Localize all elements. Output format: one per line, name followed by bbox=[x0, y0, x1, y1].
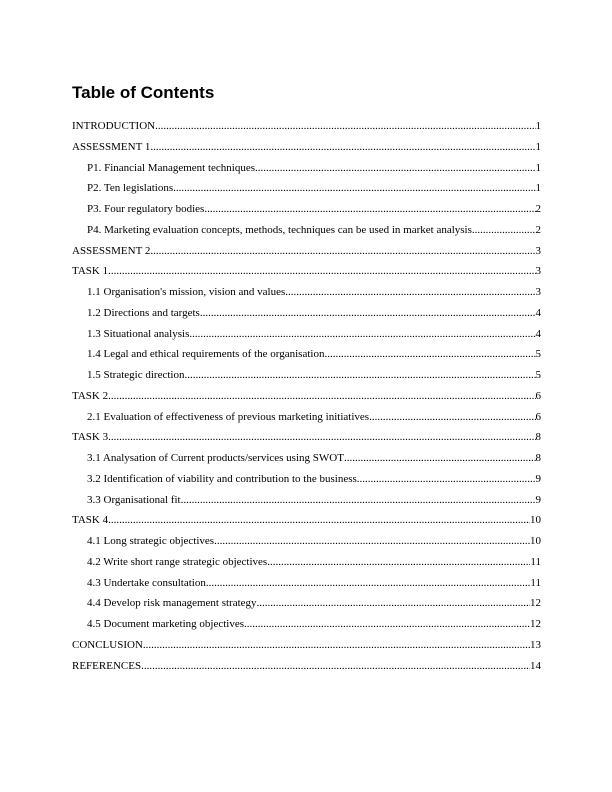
toc-dot-leader bbox=[257, 593, 530, 614]
toc-dot-leader bbox=[150, 137, 535, 158]
toc-page-number: 8 bbox=[535, 452, 541, 464]
toc-entry[interactable] bbox=[72, 137, 541, 158]
toc-entry-text: CONCLUSION bbox=[72, 638, 143, 651]
toc-dot-leader bbox=[108, 510, 530, 531]
toc-page-number: 2 bbox=[535, 223, 541, 236]
toc-entry-text: ASSESSMENT 2 bbox=[72, 244, 151, 257]
toc-dot-leader bbox=[204, 199, 535, 220]
toc-dot-leader bbox=[214, 531, 530, 552]
toc-dot-leader bbox=[108, 261, 535, 282]
toc-entry-text: 1.2 Directions and targets bbox=[87, 306, 200, 319]
toc-page-number: 1 bbox=[535, 120, 541, 132]
toc-entry-text: 1.3 Situational analysis bbox=[87, 327, 190, 340]
toc-dot-leader bbox=[472, 220, 536, 241]
toc-dot-leader bbox=[108, 386, 535, 407]
toc-entry[interactable] bbox=[72, 303, 541, 324]
toc-page-number: 1 bbox=[535, 161, 541, 174]
toc-entry[interactable] bbox=[72, 116, 541, 137]
toc-dot-leader bbox=[267, 552, 530, 573]
toc-entry[interactable] bbox=[72, 344, 541, 365]
toc-page-number: 3 bbox=[535, 265, 541, 278]
toc-dot-leader bbox=[200, 303, 536, 324]
toc-entry[interactable] bbox=[72, 220, 541, 241]
toc-entry-text: 4.2 Write short range strategic objectives bbox=[87, 555, 268, 568]
toc-entry-text: 4.4 Develop risk management strategy bbox=[87, 597, 257, 610]
toc-page-number: 9 bbox=[535, 493, 541, 506]
toc-dot-leader bbox=[184, 365, 535, 386]
toc-entry[interactable] bbox=[72, 573, 541, 594]
toc-entry-text: 1.5 Strategic direction bbox=[87, 369, 185, 381]
toc-dot-leader bbox=[244, 614, 530, 635]
toc-page-number: 1 bbox=[535, 140, 541, 153]
toc-page-number: 6 bbox=[535, 410, 541, 423]
toc-entry-text: 2.1 Evaluation of effectiveness of previous marketing initiatives bbox=[87, 410, 370, 423]
toc-entry[interactable] bbox=[72, 324, 541, 345]
toc-page-number: 4 bbox=[535, 306, 541, 319]
toc-entry[interactable] bbox=[72, 407, 541, 428]
toc-entry[interactable] bbox=[72, 386, 541, 407]
toc-entry[interactable] bbox=[72, 593, 541, 614]
toc-entry[interactable] bbox=[72, 448, 541, 469]
toc-entry[interactable] bbox=[72, 365, 541, 386]
toc-entry[interactable] bbox=[72, 510, 541, 531]
toc-entry[interactable] bbox=[72, 490, 541, 511]
toc-entry[interactable] bbox=[72, 178, 541, 199]
toc-entry-text: TASK 2 bbox=[72, 389, 109, 402]
toc-entry[interactable] bbox=[72, 282, 541, 303]
toc-entry[interactable] bbox=[72, 469, 541, 490]
toc-entry[interactable] bbox=[72, 199, 541, 220]
toc-dot-leader bbox=[206, 573, 531, 594]
toc-page-number: 12 bbox=[530, 618, 541, 630]
toc-page-number: 5 bbox=[535, 348, 541, 361]
toc-dot-leader bbox=[173, 178, 535, 199]
toc-entry[interactable] bbox=[72, 552, 541, 573]
toc-page-number: 10 bbox=[530, 535, 541, 547]
toc-page-number: 14 bbox=[530, 659, 541, 672]
toc-entry[interactable] bbox=[72, 158, 541, 179]
toc-page-number: 11 bbox=[530, 555, 541, 568]
toc-entry-text: INTRODUCTION bbox=[72, 120, 156, 132]
toc-page-number: 13 bbox=[530, 638, 541, 651]
toc-entry-text: REFERENCES bbox=[72, 659, 142, 672]
toc-entry[interactable] bbox=[72, 635, 541, 656]
toc-dot-leader bbox=[143, 635, 530, 656]
toc-dot-leader bbox=[181, 490, 536, 511]
toc-page-number: 11 bbox=[530, 576, 541, 589]
toc-entry-text: 4.1 Long strategic objectives bbox=[87, 535, 215, 547]
toc-entry-text: TASK 1 bbox=[72, 265, 109, 278]
toc-entry[interactable] bbox=[72, 614, 541, 635]
toc-dot-leader bbox=[155, 116, 535, 137]
toc-page-number: 3 bbox=[535, 244, 541, 257]
toc-entry[interactable] bbox=[72, 241, 541, 262]
toc-entry-text: 4.3 Undertake consultation bbox=[87, 576, 206, 589]
toc-entry-text: P3. Four regulatory bodies bbox=[87, 203, 205, 215]
toc-entry-text: TASK 3 bbox=[72, 431, 109, 444]
toc-dot-leader bbox=[344, 448, 536, 469]
toc-dot-leader bbox=[141, 656, 530, 677]
toc-entry-text: 1.1 Organisation's mission, vision and values bbox=[87, 286, 286, 298]
toc-page-number: 8 bbox=[535, 431, 541, 444]
toc-page-number: 9 bbox=[535, 472, 541, 485]
toc-dot-leader bbox=[189, 324, 535, 345]
toc-entry-text: 3.1 Analysation of Current products/services using SWOT bbox=[87, 452, 344, 464]
toc-entry-text: 4.5 Document marketing objectives bbox=[87, 618, 245, 630]
toc-heading: Table of Contents bbox=[72, 83, 215, 102]
toc-entry-text: ASSESSMENT 1 bbox=[72, 140, 151, 153]
toc-entry-text: 1.4 Legal and ethical requirements of the organisation bbox=[87, 348, 325, 361]
toc-dot-leader bbox=[255, 158, 535, 179]
toc-page-number: 10 bbox=[530, 514, 541, 527]
toc-entry[interactable] bbox=[72, 427, 541, 448]
toc-entry-text: P4. Marketing evaluation concepts, methods, techniques can be used in market analysis bbox=[87, 223, 472, 236]
toc-dot-leader bbox=[324, 344, 535, 365]
toc-entry-text: 3.3 Organisational fit bbox=[87, 493, 181, 506]
toc-dot-leader bbox=[150, 241, 535, 262]
toc-entry[interactable] bbox=[72, 531, 541, 552]
toc-entry[interactable] bbox=[72, 261, 541, 282]
toc-entry-text: TASK 4 bbox=[72, 514, 109, 527]
toc-page-number: 3 bbox=[535, 286, 541, 298]
toc-entry-text: P1. Financial Management techniques bbox=[87, 161, 256, 174]
toc-entry-text: P2. Ten legislations bbox=[87, 182, 174, 195]
toc-list bbox=[72, 116, 541, 676]
toc-page-number: 6 bbox=[535, 389, 541, 402]
toc-dot-leader bbox=[285, 282, 535, 303]
toc-entry-text: 3.2 Identification of viability and contribution to the business bbox=[87, 472, 357, 485]
toc-page-number: 2 bbox=[535, 203, 541, 215]
toc-dot-leader bbox=[108, 427, 535, 448]
toc-page-number: 5 bbox=[535, 369, 541, 381]
toc-page-number: 12 bbox=[530, 597, 541, 610]
toc-dot-leader bbox=[357, 469, 536, 490]
toc-page-number: 4 bbox=[535, 327, 541, 340]
toc-dot-leader bbox=[369, 407, 535, 428]
toc-entry[interactable] bbox=[72, 656, 541, 677]
toc-page-number: 1 bbox=[535, 182, 541, 195]
